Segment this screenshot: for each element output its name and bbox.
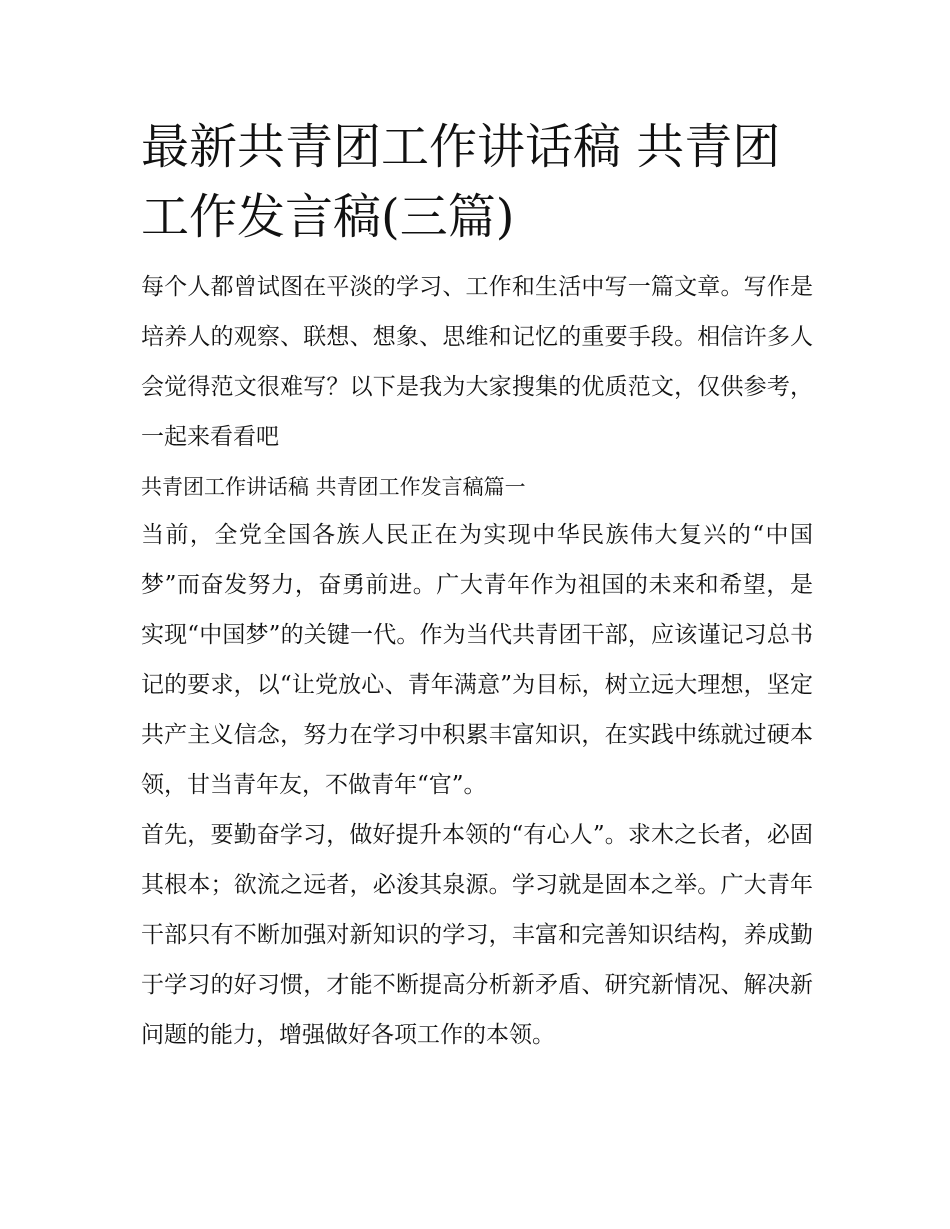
body-paragraph-1: 当前，全党全国各族人民正在为实现中华民族伟大复兴的“中国梦”而奋发努力，奋勇前进。广大青年作为祖国的未来和希望，是实现“中国梦”的关键一代。作为当代共青团干部，应该谨记习总书记的要求，以“让党放心、青年满意”为目标，树立远大理想，坚定共产主义信念，努力在学习中积累丰富知识，在实践中练就过硬本领，甘当青年友，不做青年“官”。 <box>141 522 813 798</box>
section-heading: 共青团工作讲话稿 共青团工作发言稿篇一 <box>141 475 526 499</box>
document-title: 最新共青团工作讲话稿 共青团工作发言稿(三篇) <box>141 119 781 245</box>
body-paragraph-2: 首先，要勤奋学习，做好提升本领的“有心人”。求木之长者，必固其根本；欲流之远者，必浚其泉源。学习就是固本之举。广大青年干部只有不断加强对新知识的学习，丰富和完善知识结构，养成勤于学习的好习惯，才能不断提高分析新矛盾、研究新情况、解决新问题的能力，增强做好各项工作的本领。 <box>141 822 813 1048</box>
intro-paragraph: 每个人都曾试图在平淡的学习、工作和生活中写一篇文章。写作是培养人的观察、联想、想象、思维和记忆的重要手段。相信许多人会觉得范文很难写？以下是我为大家搜集的优质范文，仅供参考，一起来看看吧 <box>141 274 813 450</box>
document-page <box>141 112 813 1060</box>
